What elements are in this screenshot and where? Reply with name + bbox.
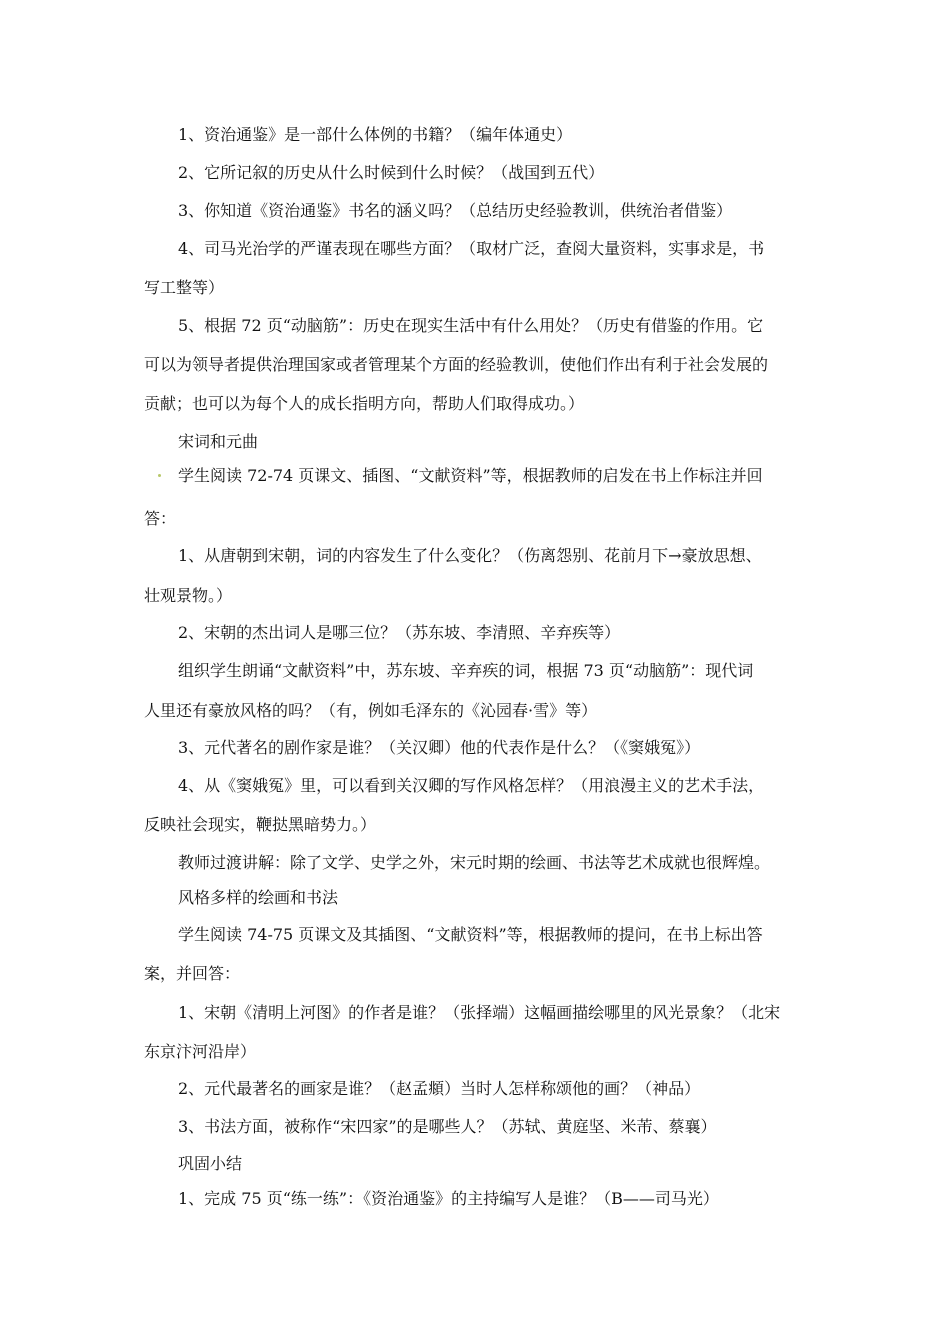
- instruction-line: [0, 466, 950, 486]
- question-line: 4、司马光治学的严谨表现在哪些方面？（取材广泛，查阅大量资料，实事求是，书: [178, 239, 765, 258]
- continuation-line: 反映社会现实，鞭挞黑暗势力。）: [144, 815, 377, 834]
- question-line: 2、元代最著名的画家是谁？（赵孟頫）当时人怎样称颂他的画？（神品）: [178, 1079, 701, 1098]
- question-line: 2、它所记叙的历史从什么时候到什么时候？（战国到五代）: [178, 163, 605, 182]
- continuation-line: 东京汴河沿岸）: [144, 1042, 257, 1061]
- question-line: 3、书法方面，被称作“宋四家”的是哪些人？（苏轼、黄庭坚、米芾、蔡襄）: [178, 1117, 717, 1136]
- question-line: 5、根据 72 页“动脑筋”：历史在现实生活中有什么用处？（历史有借鉴的作用。它: [178, 316, 764, 335]
- question-line: 1、完成 75 页“练一练”：《资治通鉴》的主持编写人是谁？（B——司马光）: [178, 1189, 719, 1208]
- instruction-line: 学生阅读 74-75 页课文及其插图、“文献资料”等，根据教师的提问，在书上标出答: [178, 925, 763, 944]
- continuation-line: 答：: [144, 509, 177, 528]
- question-line: 2、宋朝的杰出词人是哪三位？（苏东坡、李清照、辛弃疾等）: [178, 623, 621, 642]
- continuation-line: 写工整等）: [144, 278, 225, 297]
- section-heading: 风格多样的绘画和书法: [178, 888, 339, 907]
- continuation-line: 壮观景物。）: [144, 586, 233, 605]
- question-line: 1、资治通鉴》是一部什么体例的书籍？（编年体通史）: [178, 125, 573, 144]
- continuation-line: 案，并回答：: [144, 964, 241, 983]
- continuation-line: 人里还有豪放风格的吗？（有，例如毛泽东的《沁园春·雪》等）: [144, 701, 598, 720]
- transition-line: 教师过渡讲解：除了文学、史学之外，宋元时期的绘画、书法等艺术成就也很辉煌。: [178, 853, 771, 872]
- question-line: 3、元代著名的剧作家是谁？（关汉卿）他的代表作是什么？（《窦娥冤》）: [178, 738, 701, 757]
- question-line: 3、你知道《资治通鉴》书名的涵义吗？（总结历史经验教训，供统治者借鉴）: [178, 201, 733, 220]
- bullet-dot-icon: [158, 474, 161, 477]
- instruction-line: 组织学生朗诵“文献资料”中，苏东坡、辛弃疾的词，根据 73 页“动脑筋”：现代词: [178, 661, 754, 680]
- question-line: 1、从唐朝到宋朝，词的内容发生了什么变化？（伤离怨别、花前月下→豪放思想、: [178, 546, 762, 565]
- question-line: 1、宋朝《清明上河图》的作者是谁？（张择端）这幅画描绘哪里的风光景象？（北宋: [178, 1003, 781, 1022]
- question-line: 4、从《窦娥冤》里，可以看到关汉卿的写作风格怎样？（用浪漫主义的艺术手法，: [178, 776, 765, 795]
- instruction-text: 学生阅读 72-74 页课文、插图、“文献资料”等，根据教师的启发在书上作标注并回: [178, 466, 763, 485]
- continuation-line: 贡献；也可以为每个人的成长指明方向，帮助人们取得成功。）: [144, 394, 585, 413]
- section-heading: 巩固小结: [178, 1154, 243, 1173]
- section-heading: 宋词和元曲: [178, 432, 259, 451]
- continuation-line: 可以为领导者提供治理国家或者管理某个方面的经验教训，使他们作出有利于社会发展的: [144, 355, 769, 374]
